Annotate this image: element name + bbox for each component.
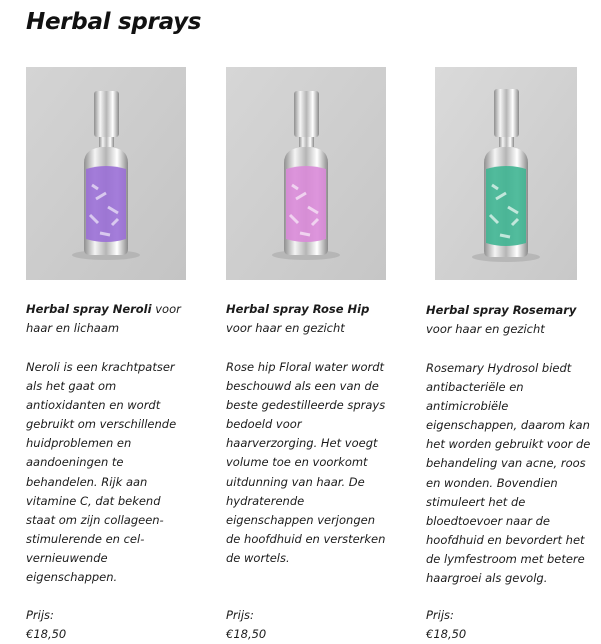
product-name-bold: Herbal spray Rosemary [426, 303, 577, 317]
page-title: Herbal sprays [26, 9, 202, 35]
product-name [26, 300, 191, 338]
product-name-rest: voor haar en gezicht [226, 321, 345, 335]
product-name [226, 300, 391, 338]
product-image-neroli[interactable] [26, 67, 186, 280]
product-price: Prijs: €18,50 [26, 608, 67, 641]
spray-bottle-illustration [26, 67, 186, 280]
spray-bottle-illustration [226, 67, 386, 280]
product-description: Rosemary Hydrosol biedt antibacteriële en antimicrobiële eigenschappen, daarom kan het worden gebruikt voor de behandeling van acne, roos en wonden. Bovendien stimuleert het de bloedtoevoer naar de hoofdhuid en bevordert het de lymfestroom met betere haargroei als gevolg. [426, 361, 591, 586]
product-description: Rose hip Floral water wordt beschouwd als een van de beste gedestilleerde sprays bedoeld voor haarverzorging. Het voegt volume toe en voorkomt uitdunning van haar. De hydraterende eigenschappen verjongen de hoofdhuid en versterken de wortels. [226, 360, 386, 565]
bottle-label [286, 166, 326, 242]
product-name-rest: voor haar en lichaam [26, 302, 181, 335]
product-name-bold: Herbal spray Neroli [26, 302, 152, 316]
product-price: Prijs: €18,50 [226, 608, 267, 641]
product-name [426, 301, 591, 339]
product-name-rest: voor haar en gezicht [426, 322, 545, 336]
bottle-label [86, 166, 126, 242]
spray-bottle-illustration [435, 67, 577, 280]
product-name-bold: Herbal spray Rose Hip [226, 302, 370, 316]
product-image-rose-hip[interactable] [226, 67, 386, 280]
product-image-rosemary[interactable] [435, 67, 577, 280]
product-price: Prijs: €18,50 [426, 608, 467, 641]
product-description: Neroli is een krachtpatser als het gaat om antioxidanten en wordt gebruikt om verschillende huidproblemen en aandoeningen te behandelen. Rijk aan vitamine C, dat bekend staat om zijn collageen-stimulerende en cel-vernieuwende eigenschappen. [26, 360, 177, 585]
bottle-label [486, 166, 526, 246]
